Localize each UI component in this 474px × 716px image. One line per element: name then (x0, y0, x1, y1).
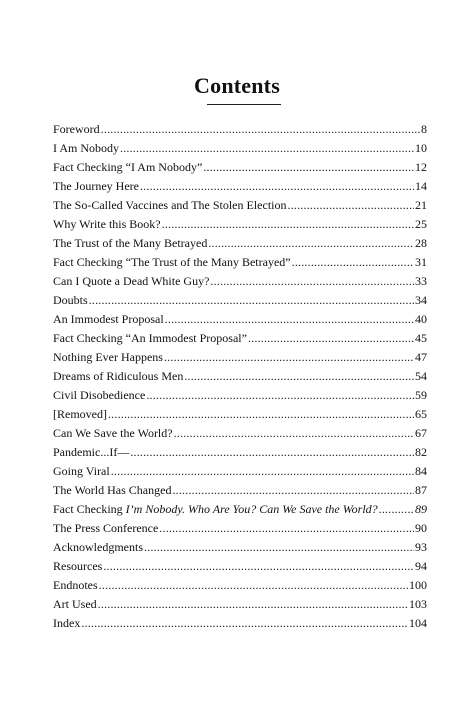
dot-leader (144, 538, 414, 557)
toc-entry (53, 177, 427, 196)
toc-entry-page-number: 34 (415, 293, 427, 307)
dot-leader (108, 405, 414, 424)
toc-entry-title: Dreams of Ridiculous Men (53, 369, 184, 383)
toc-entry (53, 595, 427, 614)
toc-entry-title: Doubts (53, 293, 88, 307)
dot-leader (164, 348, 414, 367)
toc-entry-page-number: 40 (415, 312, 427, 326)
dot-leader (101, 120, 420, 139)
toc-entry-title-prefix: Fact Checking (53, 502, 126, 516)
toc-entry-title: Civil Disobedience (53, 388, 146, 402)
toc-entry-page-number: 28 (415, 236, 427, 250)
toc-entry-title: [Removed] (53, 407, 107, 421)
dot-leader (159, 519, 414, 538)
toc-entry (53, 196, 427, 215)
toc-entry-page-number: 89 (415, 502, 427, 516)
toc-entry (53, 538, 427, 557)
dot-leader (288, 196, 415, 215)
toc-entry (53, 367, 427, 386)
toc-entry-title: Can We Save the World? (53, 426, 173, 440)
toc-entry-title: The Trust of the Many Betrayed (53, 236, 208, 250)
toc-entry-title: Foreword (53, 122, 100, 136)
toc-entry-title: Fact Checking “I Am Nobody” (53, 160, 203, 174)
toc-entry-page-number: 31 (415, 255, 427, 269)
toc-entry (53, 614, 427, 633)
toc-entry-title: Pandemic...If— (53, 445, 130, 459)
toc-entry-page-number: 47 (415, 350, 427, 364)
dot-leader (174, 424, 414, 443)
dot-leader (130, 443, 414, 462)
dot-leader (184, 367, 414, 386)
dot-leader (98, 595, 408, 614)
toc-entry-page-number: 33 (415, 274, 427, 288)
toc-entry (53, 329, 427, 348)
dot-leader (379, 500, 414, 519)
toc-entry (53, 234, 427, 253)
dot-leader (165, 310, 414, 329)
toc-entry-page-number: 54 (415, 369, 427, 383)
toc-entry-title: The World Has Changed (53, 483, 172, 497)
dot-leader (172, 481, 414, 500)
toc-entry (53, 215, 427, 234)
toc-entry-page-number: 93 (415, 540, 427, 554)
dot-leader (248, 329, 414, 348)
toc-entry (53, 557, 427, 576)
toc-entry-page-number: 103 (409, 597, 427, 611)
toc-entry (53, 481, 427, 500)
table-of-contents (53, 120, 427, 633)
toc-entry-title: Art Used (53, 597, 97, 611)
toc-entry-page-number: 65 (415, 407, 427, 421)
dot-leader (81, 614, 408, 633)
toc-entry-title: Index (53, 616, 81, 630)
toc-entry-page-number: 87 (415, 483, 427, 497)
toc-entry-title: The Press Conference (53, 521, 159, 535)
dot-leader (162, 215, 414, 234)
toc-entry (53, 462, 427, 481)
toc-entry (53, 120, 427, 139)
toc-entry-title: The So-Called Vaccines and The Stolen Election (53, 198, 287, 212)
toc-entry-page-number: 82 (415, 445, 427, 459)
dot-leader (203, 158, 414, 177)
toc-entry-title: Going Viral (53, 464, 110, 478)
toc-entry-page-number: 94 (415, 559, 427, 573)
dot-leader (292, 253, 414, 272)
toc-entry-page-number: 10 (415, 141, 427, 155)
toc-entry (53, 519, 427, 538)
toc-entry-page-number: 12 (415, 160, 427, 174)
dot-leader (140, 177, 414, 196)
toc-entry-page-number: 14 (415, 179, 427, 193)
toc-entry-title: Fact Checking “The Trust of the Many Betrayed” (53, 255, 291, 269)
dot-leader (111, 462, 414, 481)
toc-entry-title: I Am Nobody (53, 141, 119, 155)
toc-entry-title (53, 500, 379, 519)
toc-entry-page-number: 90 (415, 521, 427, 535)
toc-entry (53, 310, 427, 329)
dot-leader (208, 234, 414, 253)
toc-entry-title: Resources (53, 559, 103, 573)
toc-entry-title: Nothing Ever Happens (53, 350, 163, 364)
dot-leader (99, 576, 408, 595)
dot-leader (146, 386, 414, 405)
toc-entry (53, 348, 427, 367)
toc-entry-title: Endnotes (53, 578, 98, 592)
toc-entry-page-number: 8 (421, 122, 427, 136)
toc-entry-page-number: 84 (415, 464, 427, 478)
toc-entry (53, 272, 427, 291)
toc-entry-page-number: 67 (415, 426, 427, 440)
toc-entry-title-italic: I’m Nobody. Who Are You? Can We Save the World? (125, 502, 378, 516)
toc-entry (53, 291, 427, 310)
title-underline (207, 104, 281, 105)
dot-leader (103, 557, 414, 576)
toc-entry-title: Fact Checking “An Immodest Proposal” (53, 331, 247, 345)
toc-entry-title: Acknowledgments (53, 540, 143, 554)
toc-entry (53, 139, 427, 158)
toc-entry (53, 386, 427, 405)
toc-entry (53, 405, 427, 424)
toc-entry (53, 500, 427, 519)
toc-entry (53, 424, 427, 443)
toc-entry-page-number: 59 (415, 388, 427, 402)
dot-leader (89, 291, 414, 310)
dot-leader (120, 139, 414, 158)
toc-entry-title: An Immodest Proposal (53, 312, 164, 326)
toc-entry (53, 576, 427, 595)
toc-entry-page-number: 25 (415, 217, 427, 231)
dot-leader (210, 272, 414, 291)
toc-entry (53, 253, 427, 272)
page-title: Contents (194, 73, 280, 98)
toc-entry (53, 443, 427, 462)
toc-entry-page-number: 104 (409, 616, 427, 630)
toc-entry-title: The Journey Here (53, 179, 139, 193)
toc-entry-title: Can I Quote a Dead White Guy? (53, 274, 210, 288)
toc-entry-title: Why Write this Book? (53, 217, 161, 231)
toc-entry-page-number: 45 (415, 331, 427, 345)
toc-entry (53, 158, 427, 177)
toc-entry-page-number: 21 (415, 198, 427, 212)
toc-entry-page-number: 100 (409, 578, 427, 592)
